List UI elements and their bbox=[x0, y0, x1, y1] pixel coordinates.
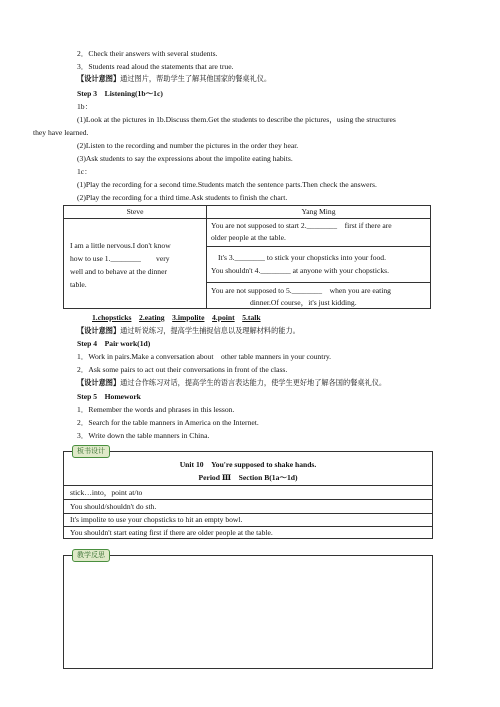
step-5-heading: Step 5 Homework bbox=[77, 392, 141, 401]
design-intent-2 bbox=[77, 326, 300, 336]
paragraph-line: (1)Play the recording for a second time.Students match the sentence parts.Then check the answers. bbox=[77, 180, 377, 189]
design-intent-3 bbox=[77, 378, 386, 388]
sub-heading-1c: 1c： bbox=[77, 167, 92, 176]
answer-item: 4.point bbox=[212, 313, 235, 322]
answer-item: 5.talk bbox=[242, 313, 261, 322]
paragraph-line: they have learned. bbox=[33, 128, 89, 137]
paragraph-line: (3)Ask students to say the expressions about the impolite eating habits. bbox=[77, 154, 293, 163]
chart-right-line: dinner.Of course，it's just kidding. bbox=[250, 298, 357, 307]
step-line: 2．Ask some pairs to act out their conversations in front of the class. bbox=[77, 365, 288, 374]
chart-header-steve: Steve bbox=[126, 207, 144, 216]
answer-item: 1.chopsticks bbox=[92, 313, 132, 322]
step-4-heading: Step 4 Pair work(1d) bbox=[77, 339, 151, 348]
chart-header-yang-ming: Yang Ming bbox=[301, 207, 336, 216]
paragraph-line: (1)Look at the pictures in 1b.Discuss them.Get the students to describe the pictures，using the structures bbox=[77, 115, 396, 124]
paragraph-line: (2)Listen to the recording and number the pictures in the order they hear. bbox=[77, 141, 299, 150]
chart-divider bbox=[206, 206, 207, 308]
step-line: 1．Work in pairs.Make a conversation about other table manners in your country. bbox=[77, 352, 332, 361]
answer-item: 3.impolite bbox=[172, 313, 205, 322]
board-divider bbox=[64, 513, 432, 514]
chart-left-line: well and to behave at the dinner bbox=[70, 267, 167, 276]
board-subtitle: Period Ⅲ Section B(1a～1d) bbox=[198, 473, 298, 482]
board-divider bbox=[64, 499, 432, 500]
paragraph-line: (2)Play the recording for a third time.Ask students to finish the chart. bbox=[77, 193, 288, 202]
chart-divider bbox=[206, 246, 430, 247]
answer-item: 2.eating bbox=[139, 313, 165, 322]
design-label: 【设计意图】 bbox=[77, 74, 121, 83]
answer-key bbox=[92, 313, 261, 323]
board-line: It's impolite to use your chopsticks to hit an empty bowl. bbox=[70, 515, 243, 524]
step-line: 2．Check their answers with several students. bbox=[77, 49, 218, 58]
step-3-heading: Step 3 Listening(1b～1c) bbox=[77, 89, 163, 98]
chart-left-line: how to use 1.________ very bbox=[70, 254, 170, 263]
board-divider bbox=[64, 526, 432, 527]
board-line: stick…into，point at/to bbox=[70, 488, 143, 497]
board-design-box bbox=[63, 451, 433, 539]
design-intent-1 bbox=[77, 74, 271, 84]
sub-heading-1b: 1b： bbox=[77, 102, 93, 111]
design-text: 通过合作练习对话，提高学生的语言表达能力，使学生更好地了解各国的餐桌礼仪。 bbox=[120, 378, 387, 387]
design-label: 【设计意图】 bbox=[77, 326, 121, 335]
chart-right-line: You are not supposed to 5.________ when you are eating bbox=[211, 286, 391, 295]
step-line: 3．Write down the table manners in China. bbox=[77, 431, 210, 440]
chart-left-line: I am a little nervous.I don't know bbox=[70, 241, 171, 250]
chart-right-line: older people at the table. bbox=[211, 233, 286, 242]
board-line: You should/shouldn't do sth. bbox=[70, 502, 157, 511]
chart-divider bbox=[64, 218, 430, 219]
design-text: 通过图片，帮助学生了解其他国家的餐桌礼仪。 bbox=[120, 74, 272, 83]
board-divider bbox=[64, 485, 432, 486]
chart-divider bbox=[206, 282, 430, 283]
design-label: 【设计意图】 bbox=[77, 378, 121, 387]
step-line: 1．Remember the words and phrases in this lesson. bbox=[77, 405, 235, 414]
reflection-tag: 教学反思 bbox=[72, 549, 110, 562]
chart-right-line: It's 3.________ to stick your chopsticks into your food. bbox=[218, 253, 386, 262]
chart-left-line: table. bbox=[70, 280, 87, 289]
chart-right-line: You shouldn't 4.________ at anyone with your chopsticks. bbox=[211, 266, 389, 275]
reflection-box bbox=[63, 555, 433, 669]
board-line: You shouldn't start eating first if there are older people at the table. bbox=[70, 528, 273, 537]
step-line: 3．Students read aloud the statements that are true. bbox=[77, 62, 234, 71]
board-design-tag: 板书设计 bbox=[72, 445, 110, 458]
chart-right-line: You are not supposed to start 2.________ first if there are bbox=[211, 221, 392, 230]
board-title: Unit 10 You're supposed to shake hands. bbox=[179, 460, 317, 469]
listening-chart bbox=[63, 205, 431, 309]
design-text: 通过听说练习，提高学生捕捉信息以及理解材料的能力。 bbox=[120, 326, 300, 335]
step-line: 2．Search for the table manners in America on the Internet. bbox=[77, 418, 259, 427]
